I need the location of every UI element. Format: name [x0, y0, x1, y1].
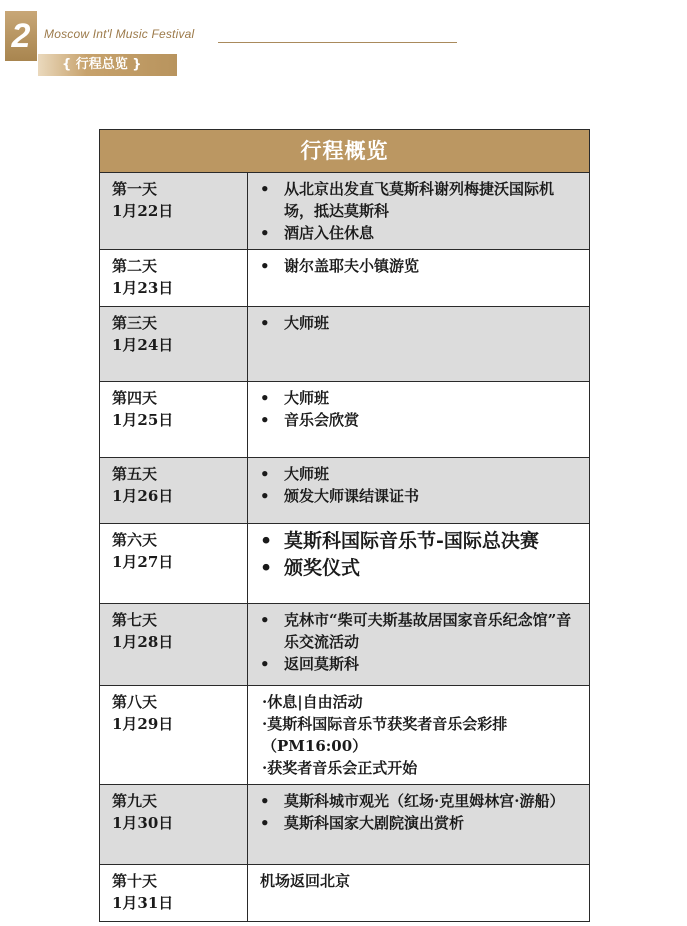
activity-cell [248, 785, 589, 864]
list-item: • 大师班 [260, 314, 330, 332]
date-label: 1月28日 [112, 633, 174, 651]
bullet-icon: • [260, 257, 270, 275]
list-item: • 颁奖仪式 [260, 555, 579, 582]
table-row [100, 458, 589, 524]
day-cell [100, 173, 248, 249]
date-label: 1月31日 [112, 894, 174, 912]
table-row [100, 604, 589, 686]
date-label: 1月26日 [112, 487, 174, 505]
bullet-icon: • [260, 814, 270, 832]
list-item: • 大师班 [260, 465, 330, 483]
bullet-icon: • [260, 224, 270, 242]
table-row [100, 307, 589, 382]
bullet-icon: • [260, 530, 273, 552]
list-item: • 莫斯科城市观光（红场·克里姆林宫·游船） [260, 792, 565, 810]
list-item: • 莫斯科国家大剧院演出赏析 [260, 814, 465, 832]
itinerary-table [99, 129, 590, 922]
header-divider [218, 42, 457, 43]
activity-cell [248, 250, 589, 306]
list-item: • 莫斯科国际音乐节-国际总决赛 [260, 528, 579, 555]
list-item: • 从北京出发直飞莫斯科谢列梅捷沃国际机场，抵达莫斯科 [260, 180, 555, 220]
activity-cell [248, 686, 589, 784]
table-row [100, 524, 589, 604]
day-label: 第十天 [112, 872, 158, 890]
day-cell [100, 524, 248, 603]
list-item: • 酒店入住休息 [260, 224, 375, 242]
day-label: 第三天 [112, 314, 158, 332]
list-item: • 大师班 [260, 389, 330, 407]
bullet-icon: • [260, 314, 270, 332]
table-row [100, 173, 589, 250]
bullet-icon: • [260, 487, 270, 505]
date-label: 1月25日 [112, 411, 174, 429]
date-label: 1月29日 [112, 715, 174, 733]
table-row [100, 785, 589, 865]
day-cell [100, 604, 248, 685]
day-cell [100, 250, 248, 306]
activity-cell [248, 865, 589, 921]
table-row [100, 382, 589, 458]
list-item: ·休息|自由活动 [262, 693, 363, 711]
day-label: 第四天 [112, 389, 158, 407]
activity-cell [248, 173, 589, 249]
day-cell [100, 382, 248, 457]
bullet-icon: • [260, 411, 270, 429]
page-number-badge: 2 [5, 11, 37, 61]
day-label: 第五天 [112, 465, 158, 483]
day-cell [100, 458, 248, 523]
festival-name: Moscow Int'l Music Festival [44, 27, 195, 41]
bullet-icon: • [260, 611, 270, 629]
day-label: 第八天 [112, 693, 158, 711]
list-item: ·莫斯科国际音乐节获奖者音乐会彩排（PM16:00） [262, 715, 508, 755]
table-row [100, 686, 589, 785]
list-item: • 音乐会欣赏 [260, 411, 360, 429]
date-label: 1月23日 [112, 279, 174, 297]
list-item: ·获奖者音乐会正式开始 [262, 759, 418, 777]
day-label: 第六天 [112, 531, 158, 549]
day-cell [100, 785, 248, 864]
bullet-icon: • [260, 557, 273, 579]
list-item: • 谢尔盖耶夫小镇游览 [260, 257, 420, 275]
bullet-icon: • [260, 389, 270, 407]
bullet-icon: • [260, 655, 270, 673]
day-label: 第二天 [112, 257, 158, 275]
table-row [100, 865, 589, 921]
table-title: 行程概览 [100, 130, 589, 173]
activity-cell [248, 458, 589, 523]
day-cell [100, 865, 248, 921]
list-item: • 颁发大师课结课证书 [260, 487, 420, 505]
date-label: 1月24日 [112, 336, 174, 354]
list-item: • 返回莫斯科 [260, 655, 360, 673]
activity-cell [248, 604, 589, 685]
date-label: 1月22日 [112, 202, 174, 220]
date-label: 1月30日 [112, 814, 174, 832]
bullet-icon: • [260, 792, 270, 810]
day-cell [100, 307, 248, 381]
section-label-pill [38, 54, 177, 76]
day-cell [100, 686, 248, 784]
date-label: 1月27日 [112, 553, 174, 571]
day-label: 第七天 [112, 611, 158, 629]
list-item: 机场返回北京 [260, 872, 351, 890]
list-item: • 克林市“柴可夫斯基故居国家音乐纪念馆”音乐交流活动 [260, 611, 572, 651]
activity-cell [248, 307, 589, 381]
activity-cell [248, 524, 589, 603]
section-label: { 行程总览 } [62, 57, 142, 72]
day-label: 第九天 [112, 792, 158, 810]
bullet-icon: • [260, 180, 270, 198]
activity-cell [248, 382, 589, 457]
bullet-icon: • [260, 465, 270, 483]
day-label: 第一天 [112, 180, 158, 198]
table-row [100, 250, 589, 307]
